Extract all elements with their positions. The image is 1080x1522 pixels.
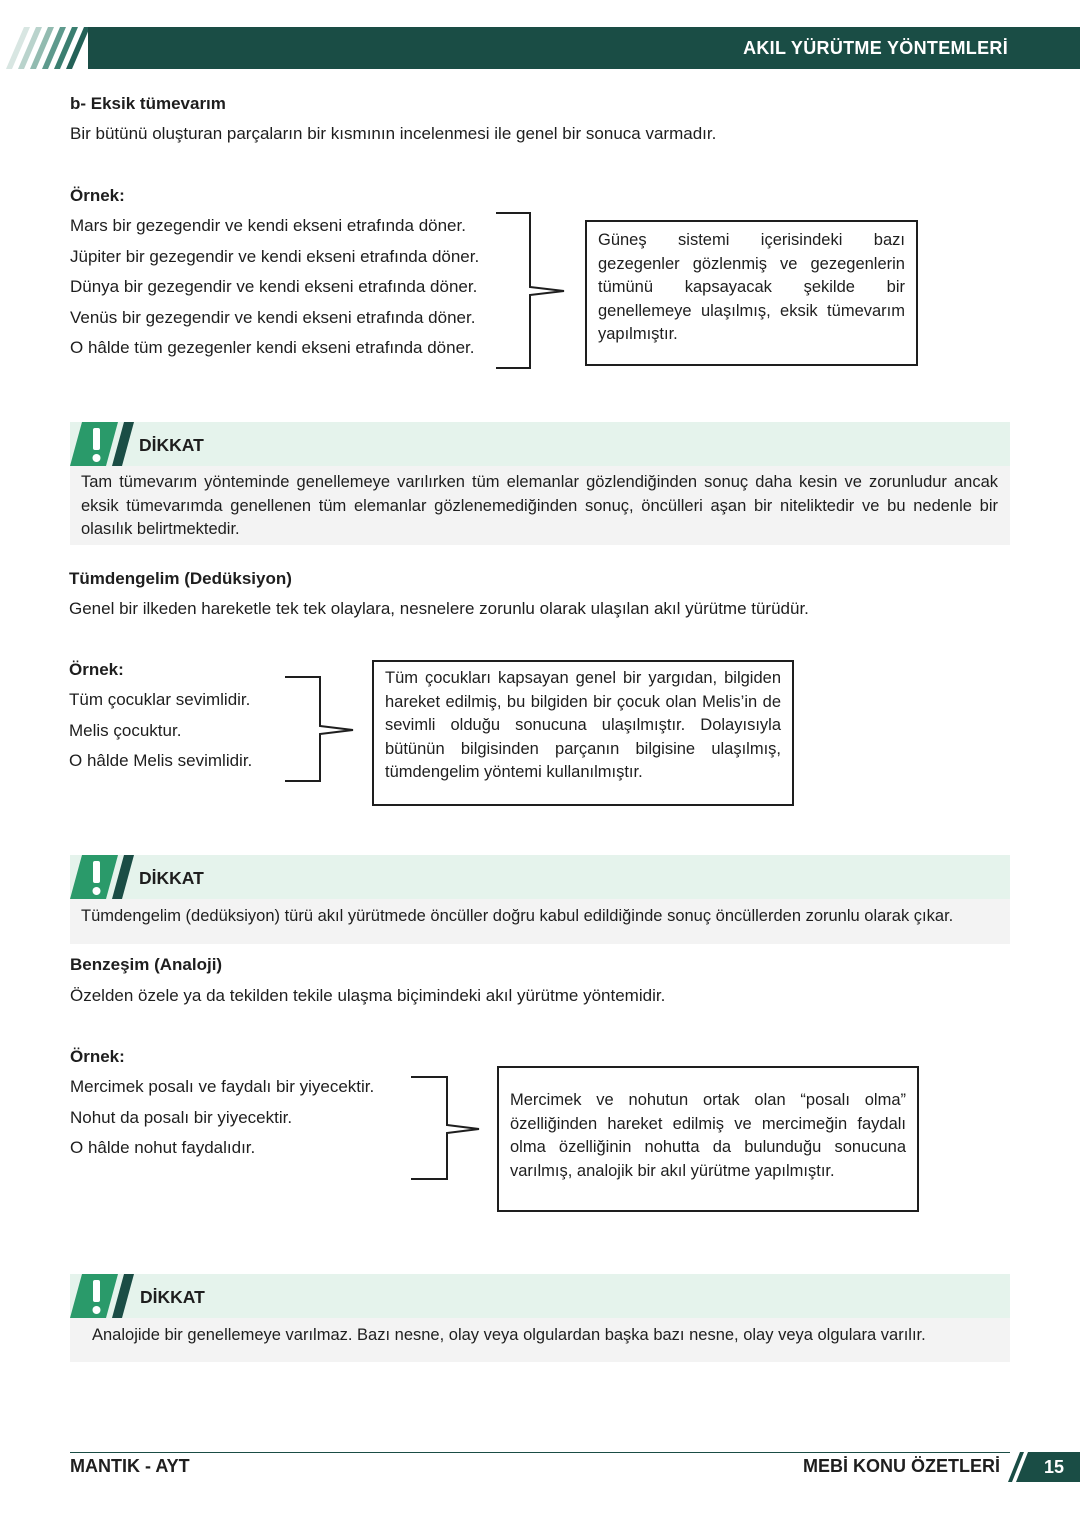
premise-line: Melis çocuktur. xyxy=(69,721,182,740)
dikkat-label: DİKKAT xyxy=(139,868,204,888)
example-label: Örnek: xyxy=(70,186,125,205)
footer-subject: MANTIK - AYT xyxy=(70,1456,190,1476)
curly-brace-icon xyxy=(409,1074,483,1184)
conclusion-line: O hâlde nohut faydalıdır. xyxy=(70,1138,256,1157)
dikkat-label: DİKKAT xyxy=(139,435,204,455)
dikkat-header xyxy=(70,855,1010,899)
premise-line: Mercimek posalı ve faydalı bir yiyecektir. xyxy=(70,1077,375,1096)
header-title: AKIL YÜRÜTME YÖNTEMLERİ xyxy=(743,38,1008,58)
footer-divider xyxy=(70,1452,1010,1453)
explanation-box: Tüm çocukları kapsayan genel bir yargıdan, bilgiden hareket edilmiş, bu bilgiden bir çocuk olan Melis’in de sevimli olduğu sonucuna ulaşılmıştır. Dolayısıyla bütünün bilgisinden parçanın bilgisine ulaşılmış, tümdengelim yöntemi kullanılmıştır. xyxy=(372,660,794,806)
section-heading-tumdengelim: Tümdengelim (Dedüksiyon) xyxy=(69,569,292,588)
dikkat-header xyxy=(70,1274,1010,1318)
example-label: Örnek: xyxy=(69,660,124,679)
warning-icon xyxy=(70,422,136,466)
example-label: Örnek: xyxy=(70,1047,125,1066)
definition-eksik-tumevarim: Bir bütünü oluşturan parçaların bir kısmının incelenmesi ile genel bir sonuca varmadır. xyxy=(70,124,717,143)
premise-line: Mars bir gezegendir ve kendi ekseni etrafında döner. xyxy=(70,216,466,235)
explanation-box: Mercimek ve nohutun ortak olan “posalı olma” özelliğinden hareket edilmiş ve mercimeğin faydalı olma özelliğinin nohutta da bulunduğu sonucuna varılmış, analojik bir akıl yürütme yapılmıştır. xyxy=(497,1066,919,1212)
explanation-box: Güneş sistemi içerisindeki bazı gezegenler gözlenmiş ve gezegenlerin tümünü kapsayacak şekilde bir genellemeye ulaşılmış, eksik tümevarım yapılmıştır. xyxy=(585,220,918,366)
dikkat-text: Tümdengelim (dedüksiyon) türü akıl yürütmede öncüller doğru kabul edildiğinde sonuç öncüllerden zorunlu olarak çıkar. xyxy=(81,907,954,925)
conclusion-line: O hâlde tüm gezegenler kendi ekseni etrafında döner. xyxy=(70,338,475,357)
curly-brace-icon xyxy=(283,674,357,786)
warning-icon xyxy=(70,1274,136,1318)
premise-line: Dünya bir gezegendir ve kendi ekseni etrafında döner. xyxy=(70,277,478,296)
dikkat-header xyxy=(70,422,1010,466)
footer-publisher: MEBİ KONU ÖZETLERİ xyxy=(803,1456,1000,1476)
premise-line: Venüs bir gezegendir ve kendi ekseni etrafında döner. xyxy=(70,308,476,327)
warning-icon xyxy=(70,855,136,899)
dikkat-text: Tam tümevarım yönteminde genellemeye varılırken tüm elemanlar gözlendiğinden sonuç daha kesin ve zorunludur ancak eksik tümevarımda genellenen tüm elemanlar gözlenemediğinden sonuç, öncülleri aşan bir niteliktedir ve bu nedenle bir olasılık belirtmektedir. xyxy=(81,473,998,538)
dikkat-label: DİKKAT xyxy=(140,1287,205,1307)
premise-line: Nohut da posalı bir yiyecektir. xyxy=(70,1108,293,1127)
dikkat-text: Analojide bir genellemeye varılmaz. Bazı nesne, olay veya olgulardan başka bazı nesne, olay veya olgulara varılır. xyxy=(92,1326,926,1344)
section-heading-eksik-tumevarim: b- Eksik tümevarım xyxy=(70,94,226,113)
conclusion-line: O hâlde Melis sevimlidir. xyxy=(69,751,253,770)
premise-line: Jüpiter bir gezegendir ve kendi ekseni etrafında döner. xyxy=(70,247,480,266)
page-number: 15 xyxy=(1028,1452,1080,1482)
curly-brace-icon xyxy=(494,210,568,372)
definition-benzesim: Özelden özele ya da tekilden tekile ulaşma biçimindeki akıl yürütme yöntemidir. xyxy=(70,986,666,1005)
premise-line: Tüm çocuklar sevimlidir. xyxy=(69,690,251,709)
definition-tumdengelim: Genel bir ilkeden hareketle tek tek olaylara, nesnelere zorunlu olarak ulaşılan akıl yürütme türüdür. xyxy=(69,599,809,618)
section-heading-benzesim: Benzeşim (Analoji) xyxy=(70,955,223,974)
